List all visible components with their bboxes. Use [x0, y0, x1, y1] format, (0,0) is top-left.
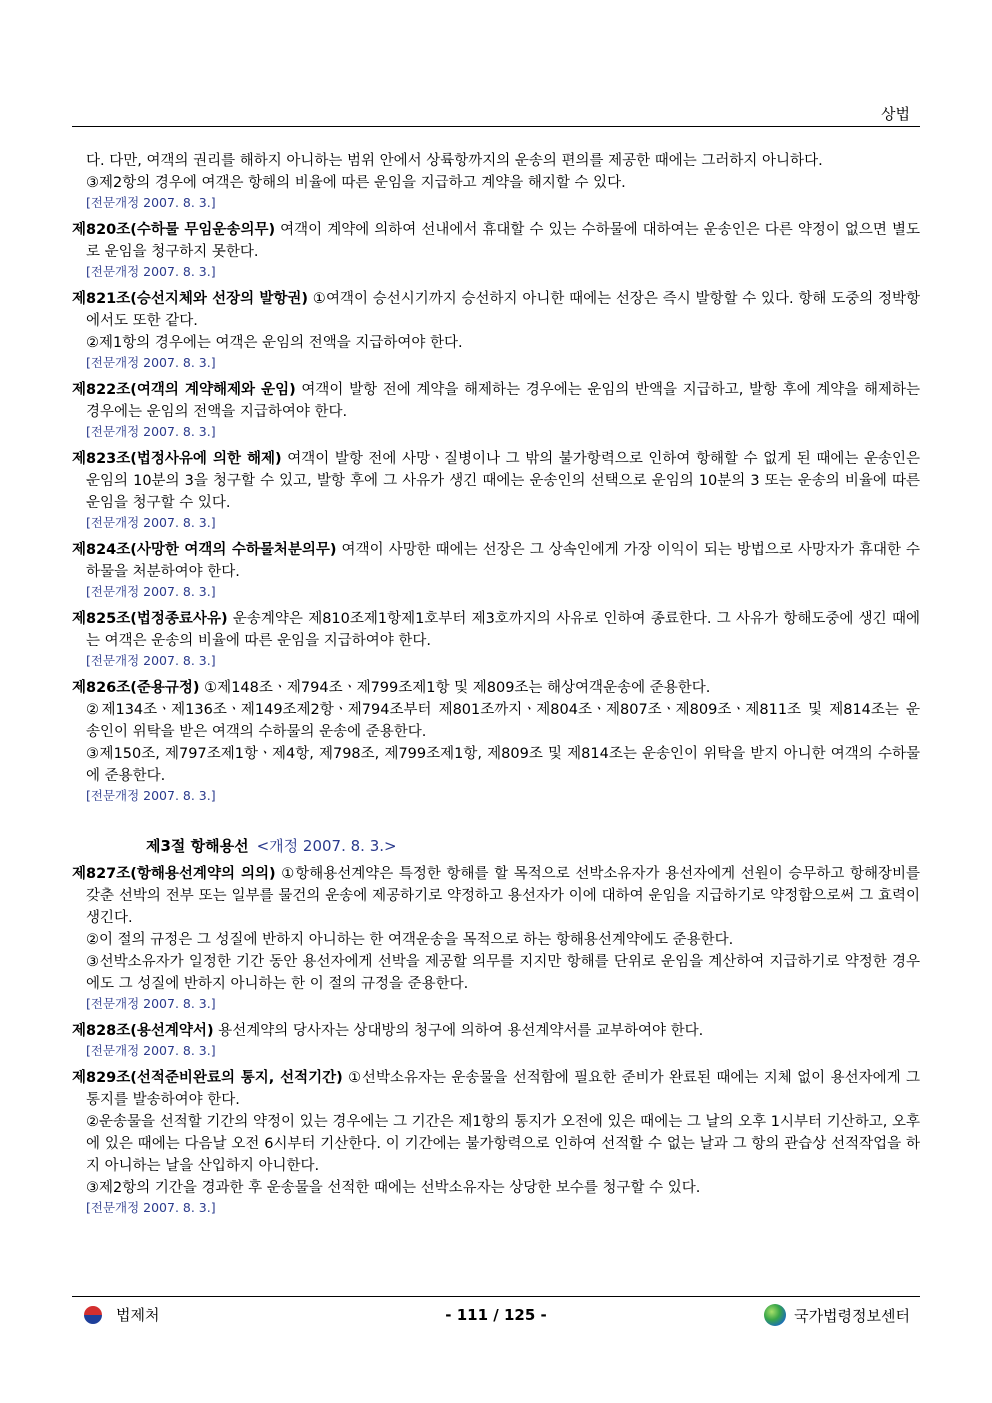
article	[72, 608, 920, 652]
article-paragraph: ②제134조ㆍ제136조ㆍ제149조제2항ㆍ제794조부터 제801조까지ㆍ제804조ㆍ제807조ㆍ제809조ㆍ제811조 및 제814조는 운송인이 위탁을 받은 여객의 수하물의 운송에 준용한다.	[86, 702, 920, 740]
footer-source	[764, 1304, 910, 1326]
article-text: 여객이 발항 전에 사망ㆍ질병이나 그 밖의 불가항력으로 인하여 항해할 수 없게 된 때에는 운송인은 운임의 10분의 3을 청구할 수 있고, 발항 후에 그 사유가 생긴 때에는 운송인의 선택으로 운임의 10분의 3 또는 운송의 비율에 따른 운임을 청구할 수 있다.	[86, 451, 920, 511]
article	[72, 539, 920, 583]
article-text: 여객이 사망한 때에는 선장은 그 상속인에게 가장 이익이 되는 방법으로 사망자가 휴대한 수하물을 처분하여야 한다.	[86, 542, 920, 580]
revision-note: [전문개정 2007. 8. 3.]	[86, 424, 216, 439]
section-title: 제3절 항해용선	[146, 837, 249, 855]
source-name: 국가법령정보센터	[794, 1306, 910, 1325]
article-paragraph: ③제2항의 기간을 경과한 후 운송물을 선적한 때에는 선박소유자는 상당한 보수를 청구할 수 있다.	[86, 1180, 701, 1196]
article-title: 제822조(여객의 계약해제와 운임)	[72, 382, 296, 398]
article	[72, 448, 920, 514]
article-title: 제825조(법정종료사유)	[72, 611, 228, 627]
article-title: 제828조(용선계약서)	[72, 1023, 214, 1039]
revision-note: [전문개정 2007. 8. 3.]	[86, 1200, 216, 1215]
article-list-voyage-charter	[72, 863, 920, 1217]
article-paragraph: ②이 절의 규정은 그 성질에 반하지 아니하는 한 여객운송을 목적으로 하는 항해용선계약에도 준용한다.	[86, 932, 734, 948]
article-text: ①선박소유자는 운송물을 선적함에 필요한 준비가 완료된 때에는 지체 없이 용선자에게 그 통지를 발송하여야 한다.	[86, 1070, 920, 1108]
article-title: 제823조(법정사유에 의한 해제)	[72, 451, 282, 467]
article-title: 제829조(선적준비완료의 통지, 선적기간)	[72, 1070, 343, 1086]
revision-note: [전문개정 2007. 8. 3.]	[86, 515, 216, 530]
article-text: ①여객이 승선시기까지 승선하지 아니한 때에는 선장은 즉시 발항할 수 있다. 항해 도중의 정박항에서도 또한 같다.	[86, 291, 920, 329]
article-title: 제821조(승선지체와 선장의 발항권)	[72, 291, 309, 307]
publisher-name: 법제처	[116, 1306, 160, 1324]
revision-note: [전문개정 2007. 8. 3.]	[86, 1043, 216, 1058]
article-paragraph: ③선박소유자가 일정한 기간 동안 용선자에게 선박을 제공할 의무를 지지만 항해를 단위로 운임을 계산하여 지급하기로 약정한 경우에도 그 성질에 반하지 아니하는 한 이 절의 규정을 준용한다.	[86, 954, 920, 992]
article-title: 제820조(수하물 무임운송의무)	[72, 222, 276, 238]
section-heading	[146, 835, 920, 857]
revision-note: [전문개정 2007. 8. 3.]	[86, 195, 216, 210]
article-title: 제824조(사망한 여객의 수하물처분의무)	[72, 542, 337, 558]
article-paragraph: ③제150조, 제797조제1항ㆍ제4항, 제798조, 제799조제1항, 제809조 및 제814조는 운송인이 위탁을 받지 아니한 여객의 수하물에 준용한다.	[86, 746, 920, 784]
article-text: 운송계약은 제810조제1항제1호부터 제3호까지의 사유로 인하여 종료한다. 그 사유가 항해도중에 생긴 때에는 여객은 운송의 비율에 따른 운임을 지급하여야 한다.	[86, 611, 920, 649]
article	[72, 288, 920, 332]
revision-note: [전문개정 2007. 8. 3.]	[86, 996, 216, 1011]
revision-note: [전문개정 2007. 8. 3.]	[86, 653, 216, 668]
revision-note: [전문개정 2007. 8. 3.]	[86, 788, 216, 803]
law-body	[72, 150, 920, 1224]
article	[72, 863, 920, 929]
article	[72, 379, 920, 423]
article-text: 여객이 계약에 의하여 선내에서 휴대할 수 있는 수하물에 대하여는 운송인은 다른 약정이 없으면 별도로 운임을 청구하지 못한다.	[86, 222, 921, 260]
article-title: 제826조(준용규정)	[72, 680, 200, 696]
article-text: 여객이 발항 전에 계약을 해제하는 경우에는 운임의 반액을 지급하고, 발항 후에 계약을 해제하는 경우에는 운임의 전액을 지급하여야 한다.	[86, 382, 920, 420]
article	[72, 219, 920, 263]
article-paragraph: ②제1항의 경우에는 여객은 운임의 전액을 지급하여야 한다.	[86, 335, 463, 351]
article-text: ①제148조ㆍ제794조ㆍ제799조제1항 및 제809조는 해상여객운송에 준용한다.	[199, 680, 711, 696]
header-divider	[72, 126, 920, 127]
document-title: 상법	[881, 105, 910, 123]
revision-note: [전문개정 2007. 8. 3.]	[86, 584, 216, 599]
article-title: 제827조(항해용선계약의 의의)	[72, 866, 276, 882]
page-footer	[72, 1304, 920, 1330]
globe-logo-icon	[764, 1304, 786, 1326]
page-number: - 111 / 125 -	[445, 1306, 547, 1324]
article	[72, 677, 920, 699]
article	[72, 1067, 920, 1111]
article-list-passenger	[72, 219, 920, 805]
footer-divider	[72, 1296, 920, 1297]
revision-note: [전문개정 2007. 8. 3.]	[86, 264, 216, 279]
article-paragraph: ②운송물을 선적할 기간의 약정이 있는 경우에는 그 기간은 제1항의 통지가 오전에 있은 때에는 그 날의 오후 1시부터 기산하고, 오후에 있은 때에는 다음날 오전 6시부터 기산한다. 이 기간에는 불가항력으로 인하여 선적할 수 없는 날과 그 항의 관습상 선적작업을 하지 아니하는 날을 산입하지 아니한다.	[86, 1114, 920, 1174]
revision-note: [전문개정 2007. 8. 3.]	[86, 355, 216, 370]
article	[72, 1020, 920, 1042]
paragraph-3: ③제2항의 경우에 여객은 항해의 비율에 따른 운임을 지급하고 계약을 해지할 수 있다.	[86, 175, 626, 191]
article-text: 용선계약의 당사자는 상대방의 청구에 의하여 용선계약서를 교부하여야 한다.	[213, 1023, 704, 1039]
section-amendment: <개정 2007. 8. 3.>	[256, 837, 397, 855]
paragraph-continued: 다. 다만, 여객의 권리를 해하지 아니하는 범위 안에서 상륙항까지의 운송의 편의를 제공한 때에는 그러하지 아니하다.	[86, 153, 823, 169]
article-text: ①항해용선계약은 특정한 항해를 할 목적으로 선박소유자가 용선자에게 선원이 승무하고 항해장비를 갖춘 선박의 전부 또는 일부를 물건의 운송에 제공하기로 약정하고 용선자가 이에 대하여 운임을 지급하기로 약정함으로써 그 효력이 생긴다.	[86, 866, 921, 926]
